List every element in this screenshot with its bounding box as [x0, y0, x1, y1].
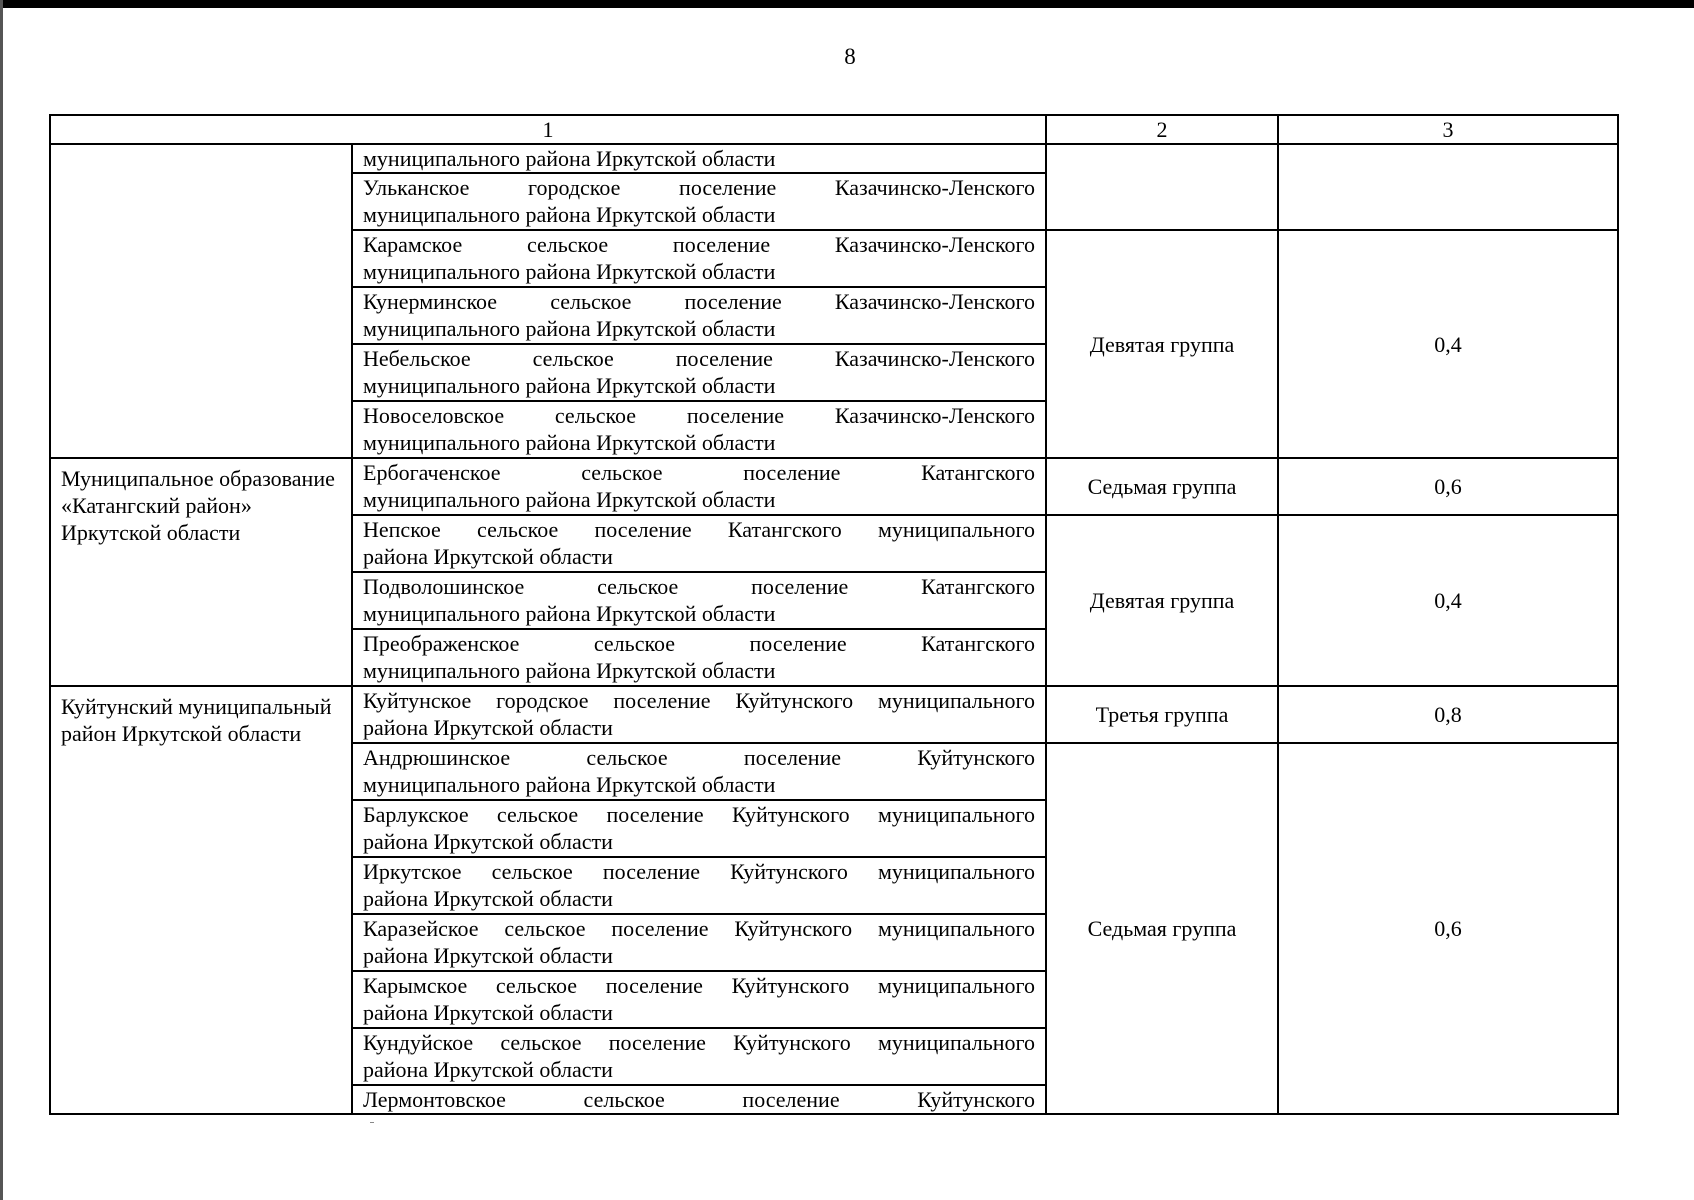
district-cell-empty: [50, 144, 352, 458]
table-row: [50, 686, 1618, 743]
settlement-cell: Каразейское сельское поселение Куйтунского муниципального района Иркутской области: [352, 914, 1046, 971]
page-left-edge: [0, 0, 3, 1200]
settlement-cell: Преображенское сельское поселение Катангского муниципального района Иркутской области: [352, 629, 1046, 686]
header-row: [50, 115, 1618, 144]
settlement-cell: Карамское сельское поселение Казачинско-Ленского муниципального района Иркутской области: [352, 230, 1046, 287]
settlement-cell: Кундуйское сельское поселение Куйтунского муниципального района Иркутской области: [352, 1028, 1046, 1085]
district-cell: Куйтунский муниципальный район Иркутской области: [50, 686, 352, 1114]
coef-cell: 0,6: [1278, 743, 1618, 1114]
settlement-cell: Кунерминское сельское поселение Казачинско-Ленского муниципального района Иркутской области: [352, 287, 1046, 344]
settlement-cell: Карымское сельское поселение Куйтунского муниципального района Иркутской области: [352, 971, 1046, 1028]
group-cell: Третья группа: [1046, 686, 1278, 743]
settlements-table: [49, 114, 1619, 1115]
coef-cell-empty: [1278, 144, 1618, 230]
settlement-cell: Лермонтовское сельское поселение Куйтунского: [352, 1085, 1046, 1114]
settlement-cell: Барлукское сельское поселение Куйтунского муниципального района Иркутской области: [352, 800, 1046, 857]
page-top-border: [0, 0, 1694, 8]
group-cell-empty: [1046, 144, 1278, 230]
header-col-1: 1: [50, 115, 1046, 144]
settlement-cell: Ульканское городское поселение Казачинско-Ленского муниципального района Иркутской области: [352, 173, 1046, 230]
table-row: [50, 458, 1618, 515]
header-col-3: 3: [1278, 115, 1618, 144]
group-cell: Седьмая группа: [1046, 743, 1278, 1114]
settlement-cell: Новоселовское сельское поселение Казачинско-Ленского муниципального района Иркутской области: [352, 401, 1046, 458]
settlement-cell: муниципального района Иркутской области: [352, 144, 1046, 173]
header-col-2: 2: [1046, 115, 1278, 144]
group-cell: Девятая группа: [1046, 230, 1278, 458]
group-cell: Седьмая группа: [1046, 458, 1278, 515]
scan-mark: [370, 1122, 374, 1123]
settlement-cell: Андрюшинское сельское поселение Куйтунского муниципального района Иркутской области: [352, 743, 1046, 800]
settlement-cell: Небельское сельское поселение Казачинско-Ленского муниципального района Иркутской области: [352, 344, 1046, 401]
settlement-cell: Иркутское сельское поселение Куйтунского муниципального района Иркутской области: [352, 857, 1046, 914]
group-cell: Девятая группа: [1046, 515, 1278, 686]
district-cell: Муниципальное образование «Катангский район» Иркутской области: [50, 458, 352, 686]
settlement-cell: Непское сельское поселение Катангского муниципального района Иркутской области: [352, 515, 1046, 572]
settlement-cell: Ербогаченское сельское поселение Катангского муниципального района Иркутской области: [352, 458, 1046, 515]
coef-cell: 0,4: [1278, 515, 1618, 686]
settlement-cell: Куйтунское городское поселение Куйтунского муниципального района Иркутской области: [352, 686, 1046, 743]
settlement-cell: Подволошинское сельское поселение Катангского муниципального района Иркутской области: [352, 572, 1046, 629]
table-row: [50, 144, 1618, 173]
coef-cell: 0,6: [1278, 458, 1618, 515]
page-number: 8: [844, 44, 856, 69]
coef-cell: 0,8: [1278, 686, 1618, 743]
coef-cell: 0,4: [1278, 230, 1618, 458]
